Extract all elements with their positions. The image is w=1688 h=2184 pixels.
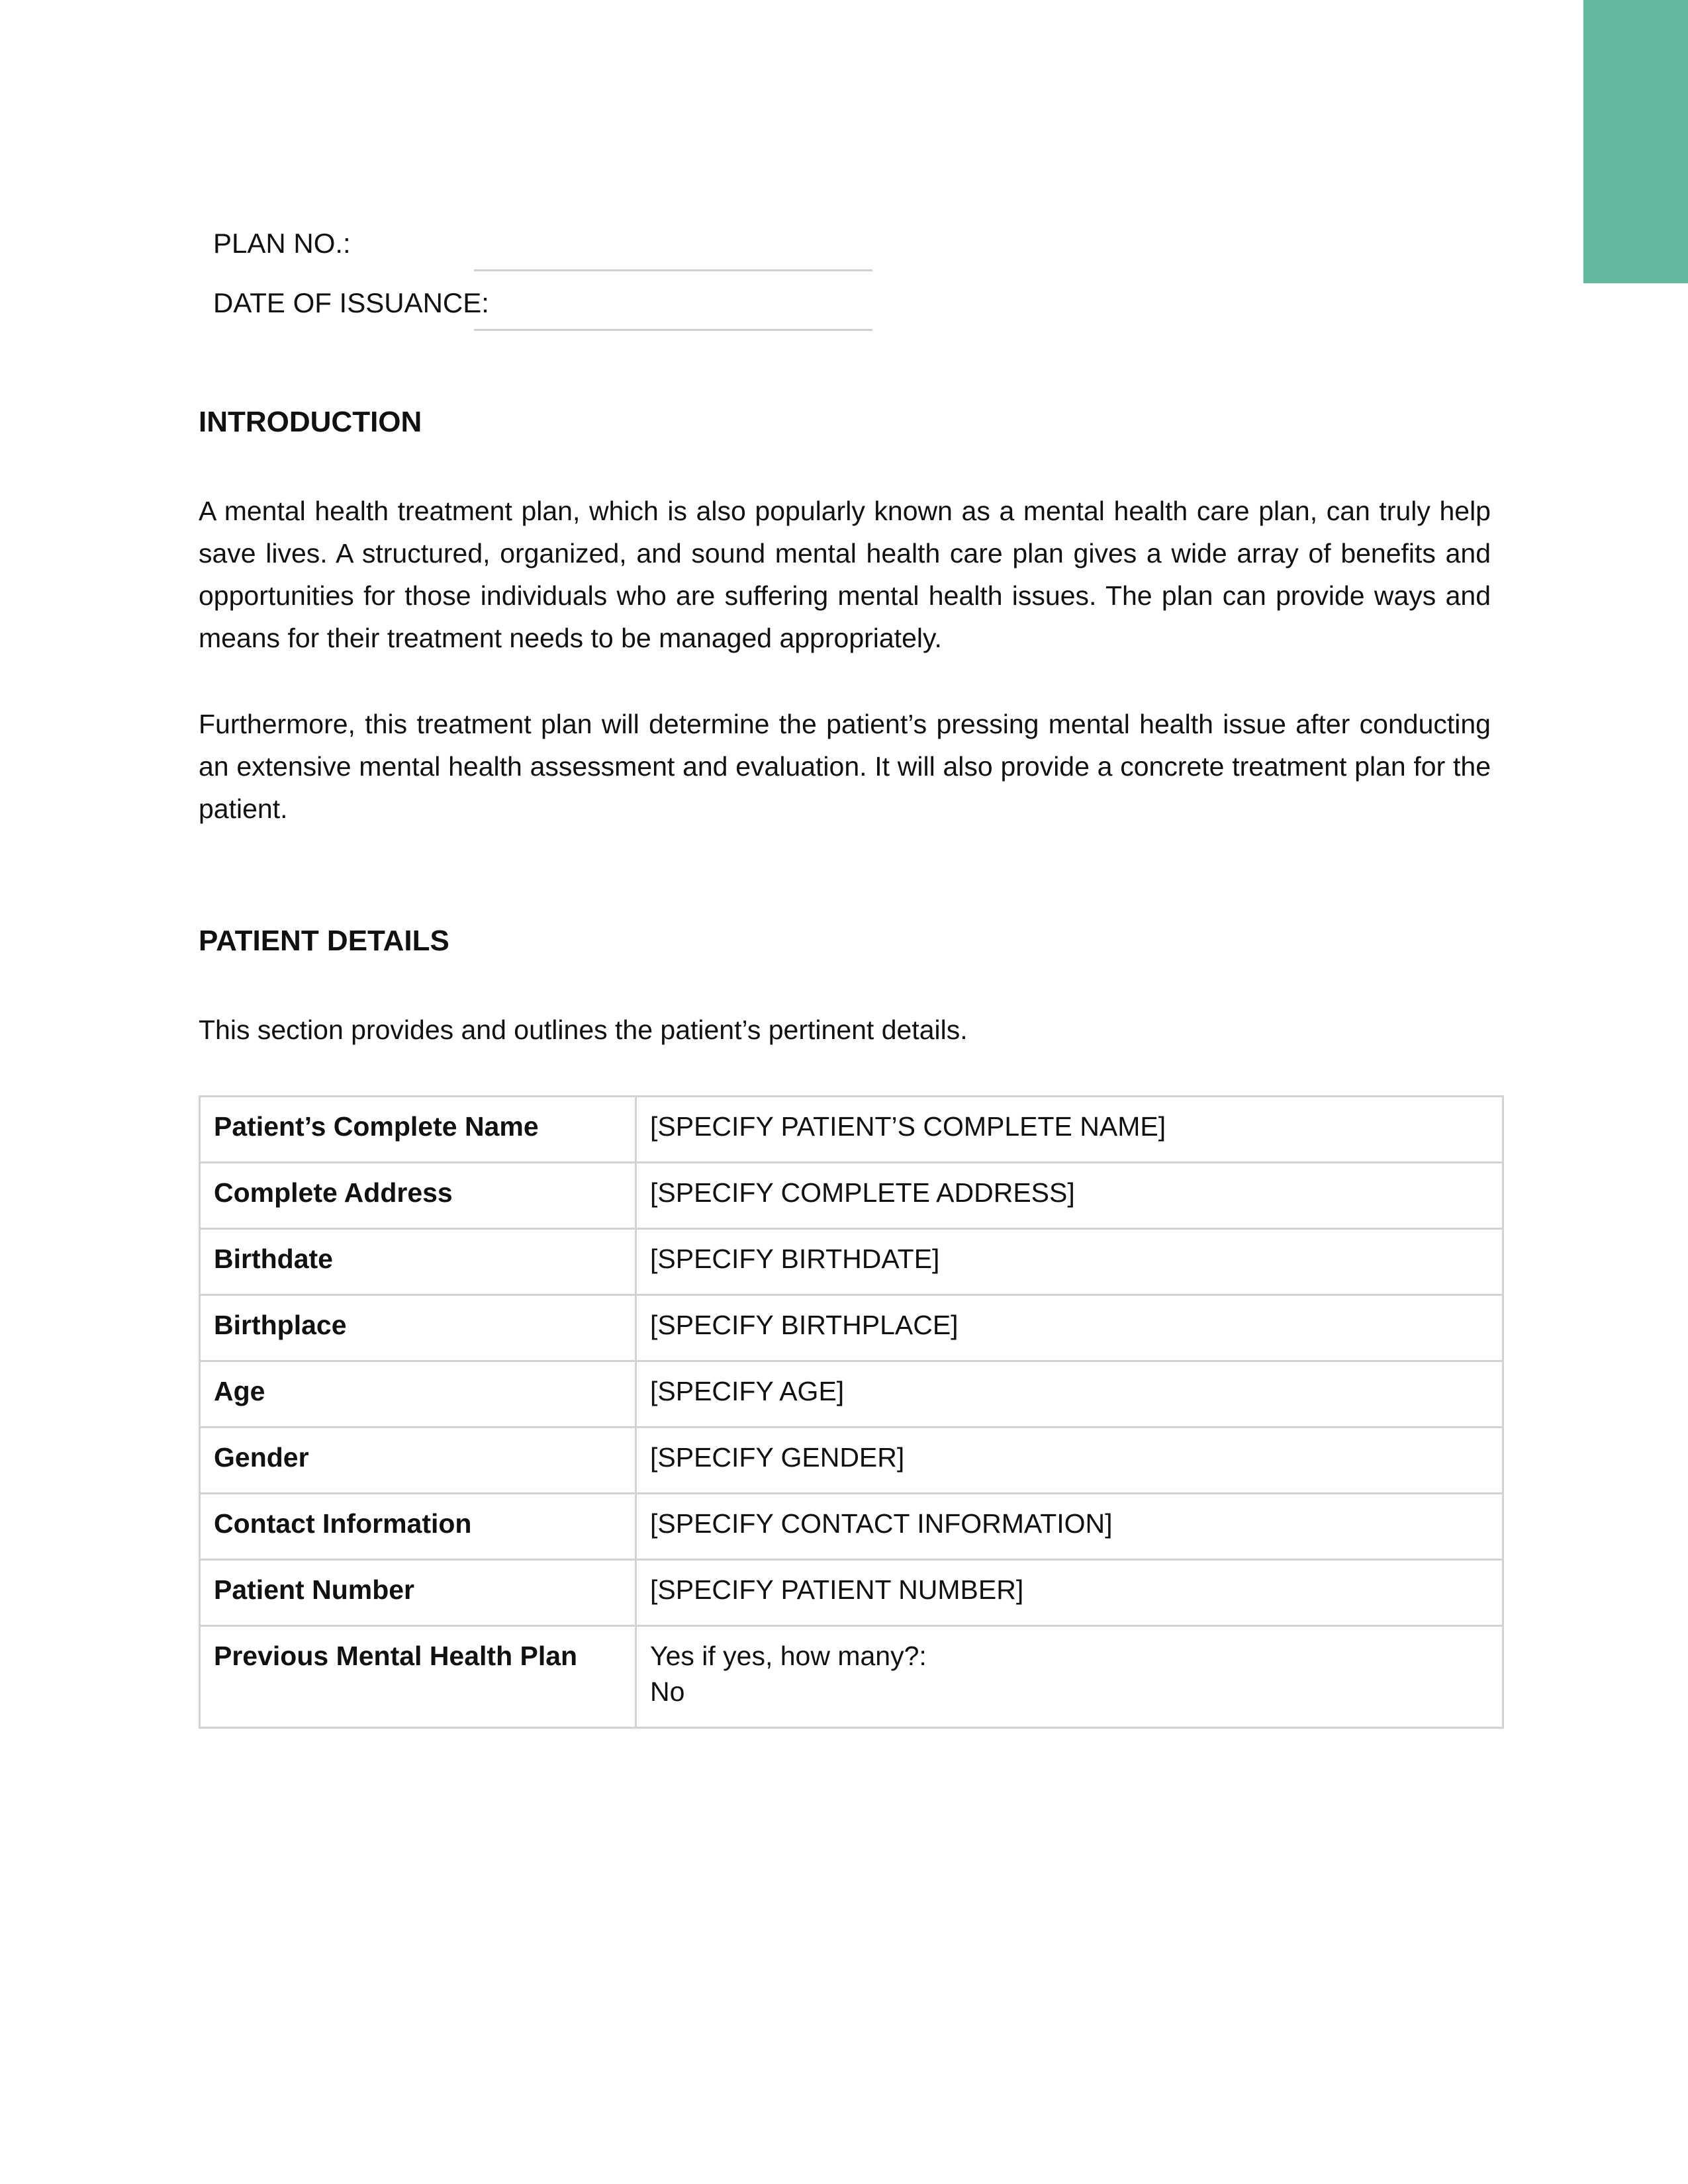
row-value[interactable]: [SPECIFY BIRTHPLACE] (636, 1295, 1503, 1361)
plan-no-input-line[interactable] (474, 269, 872, 271)
row-label: Age (200, 1361, 636, 1428)
date-of-issuance-label: DATE OF ISSUANCE: (213, 287, 489, 318)
date-of-issuance-field (213, 275, 1008, 322)
table-row (200, 1097, 1503, 1163)
row-value[interactable]: [SPECIFY CONTACT INFORMATION] (636, 1494, 1503, 1560)
table-row (200, 1560, 1503, 1626)
row-label: Gender (200, 1428, 636, 1494)
introduction-paragraph-2: Furthermore, this treatment plan will determine the patient’s pressing mental health issue after conducting an extensive mental health assessment and evaluation. It will also provide a concrete treatment plan for the patient. (199, 709, 1491, 824)
patient-details-heading: PATIENT DETAILS (199, 925, 449, 957)
row-label: Patient Number (200, 1560, 636, 1626)
row-label: Contact Information (200, 1494, 636, 1560)
row-value[interactable]: [SPECIFY PATIENT NUMBER] (636, 1560, 1503, 1626)
row-label: Birthdate (200, 1229, 636, 1295)
plan-no-label: PLAN NO.: (213, 228, 351, 259)
row-value[interactable]: [SPECIFY GENDER] (636, 1428, 1503, 1494)
table-row (200, 1229, 1503, 1295)
introduction-heading: INTRODUCTION (199, 406, 422, 438)
accent-tab (1583, 0, 1688, 283)
previous-plan-option-no[interactable]: No (650, 1676, 685, 1707)
table-row (200, 1494, 1503, 1560)
table-row (200, 1295, 1503, 1361)
row-value[interactable]: [SPECIFY COMPLETE ADDRESS] (636, 1163, 1503, 1229)
patient-details-description: This section provides and outlines the patient’s pertinent details. (199, 1015, 968, 1045)
table-row (200, 1428, 1503, 1494)
row-label: Complete Address (200, 1163, 636, 1229)
row-value[interactable]: [SPECIFY PATIENT’S COMPLETE NAME] (636, 1097, 1503, 1163)
previous-plan-option-yes[interactable]: Yes if yes, how many?: (650, 1641, 927, 1671)
row-value[interactable]: [SPECIFY AGE] (636, 1361, 1503, 1428)
introduction-paragraph-1: A mental health treatment plan, which is also popularly known as a mental health care plan, can truly help save lives. A structured, organized, and sound mental health care plan gives a wide array of benefits and opportunities for those individuals who are suffering mental health issues. The plan can provide ways and means for their treatment needs to be managed appropriately. (199, 496, 1491, 653)
plan-no-field (213, 216, 1008, 262)
date-of-issuance-input-line[interactable] (474, 329, 872, 331)
table-row (200, 1361, 1503, 1428)
previous-plan-options (636, 1626, 1503, 1728)
patient-details-table (199, 1095, 1504, 1729)
row-label: Previous Mental Health Plan (200, 1626, 636, 1728)
table-row-previous-plan (200, 1626, 1503, 1728)
row-label: Patient’s Complete Name (200, 1097, 636, 1163)
table-row (200, 1163, 1503, 1229)
row-label: Birthplace (200, 1295, 636, 1361)
row-value[interactable]: [SPECIFY BIRTHDATE] (636, 1229, 1503, 1295)
